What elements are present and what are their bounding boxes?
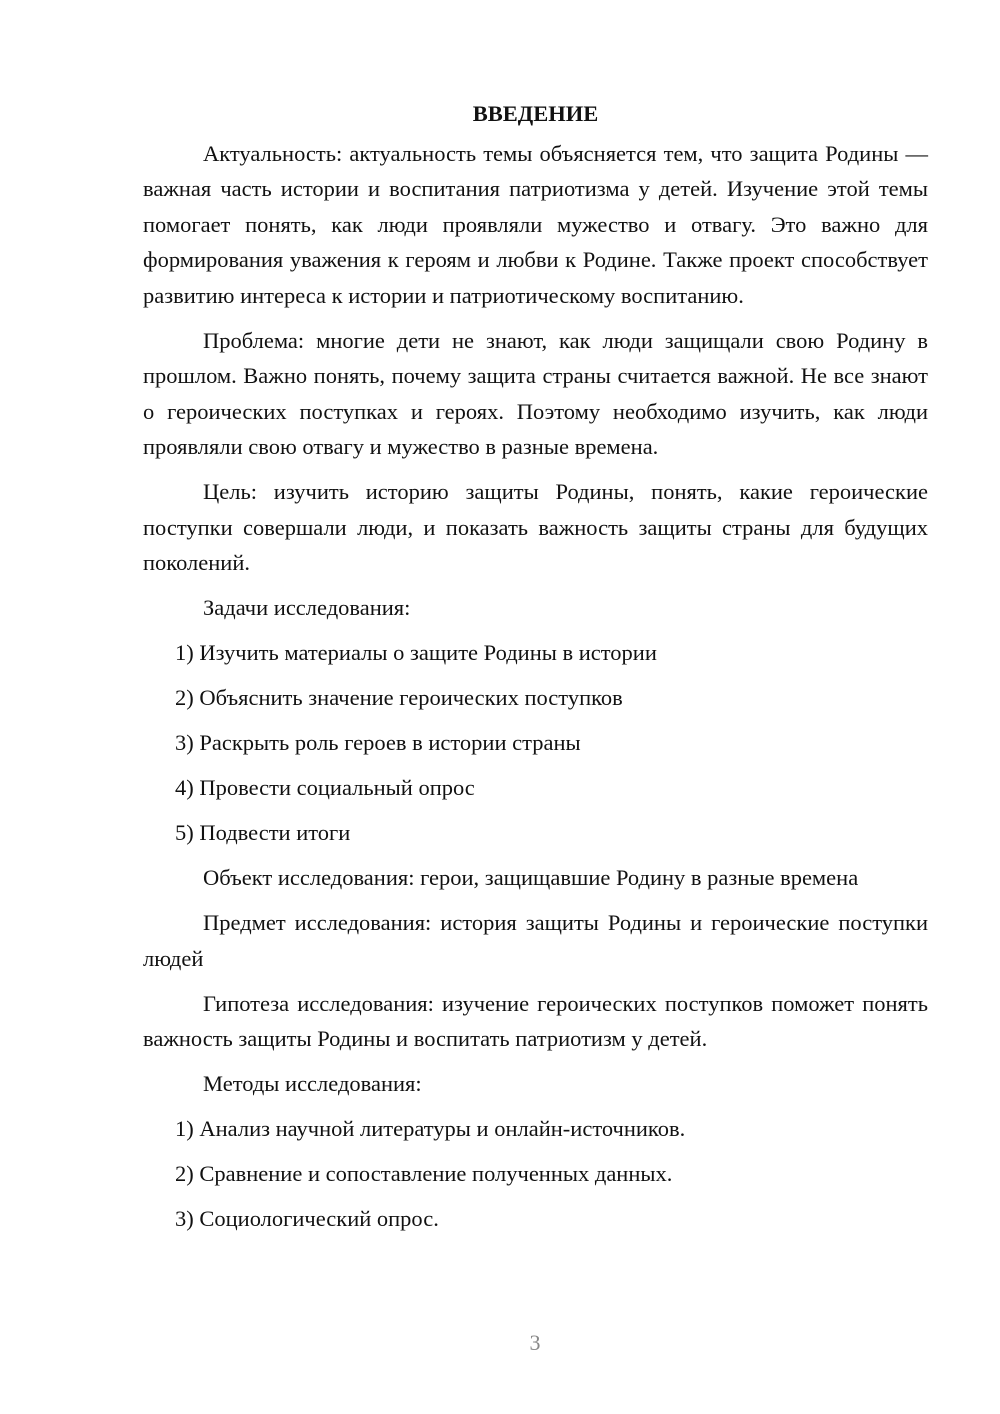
method-item-1: 1) Анализ научной литературы и онлайн-источников. [175, 1116, 686, 1141]
task-item-5: 5) Подвести итоги [175, 820, 351, 845]
page-content [143, 96, 928, 1246]
task-item-2: 2) Объяснить значение героических поступков [175, 685, 623, 710]
relevance-paragraph: Актуальность: актуальность темы объясняется тем, что защита Родины — важная часть истории и воспитания патриотизма у детей. Изучение этой темы помогает понять, как люди проявляли мужество и отвагу. Это важно для формирования уважения к героям и любви к Родине. Также проект способствует развитию интереса к истории и патриотическому воспитанию. [143, 140, 928, 308]
subject-paragraph: Предмет исследования: история защиты Родины и героические поступки людей [143, 910, 928, 971]
task-item-4: 4) Провести социальный опрос [175, 775, 475, 800]
methods-heading: Методы исследования: [203, 1071, 422, 1096]
tasks-heading: Задачи исследования: [203, 595, 411, 620]
task-item-3: 3) Раскрыть роль героев в истории страны [175, 730, 581, 755]
section-title: ВВЕДЕНИЕ [472, 101, 599, 126]
page-number: 3 [529, 1330, 541, 1355]
method-item-2: 2) Сравнение и сопоставление полученных данных. [175, 1161, 673, 1186]
hypothesis-paragraph: Гипотеза исследования: изучение героических поступков поможет понять важность защиты Родины и воспитать патриотизм у детей. [143, 990, 928, 1051]
problem-paragraph: Проблема: многие дети не знают, как люди защищали свою Родину в прошлом. Важно понять, почему защита страны считается важной. Не все знают о героических поступках и героях. Поэтому необходимо изучить, как люди проявляли свою отвагу и мужество в разные времена. [143, 327, 928, 459]
method-item-3: 3) Социологический опрос. [175, 1206, 439, 1231]
task-item-1: 1) Изучить материалы о защите Родины в истории [175, 640, 657, 665]
goal-paragraph: Цель: изучить историю защиты Родины, понять, какие героические поступки совершали люди, и показать важность защиты страны для будущих поколений. [143, 479, 928, 575]
object-paragraph: Объект исследования: герои, защищавшие Родину в разные времена [203, 865, 859, 890]
